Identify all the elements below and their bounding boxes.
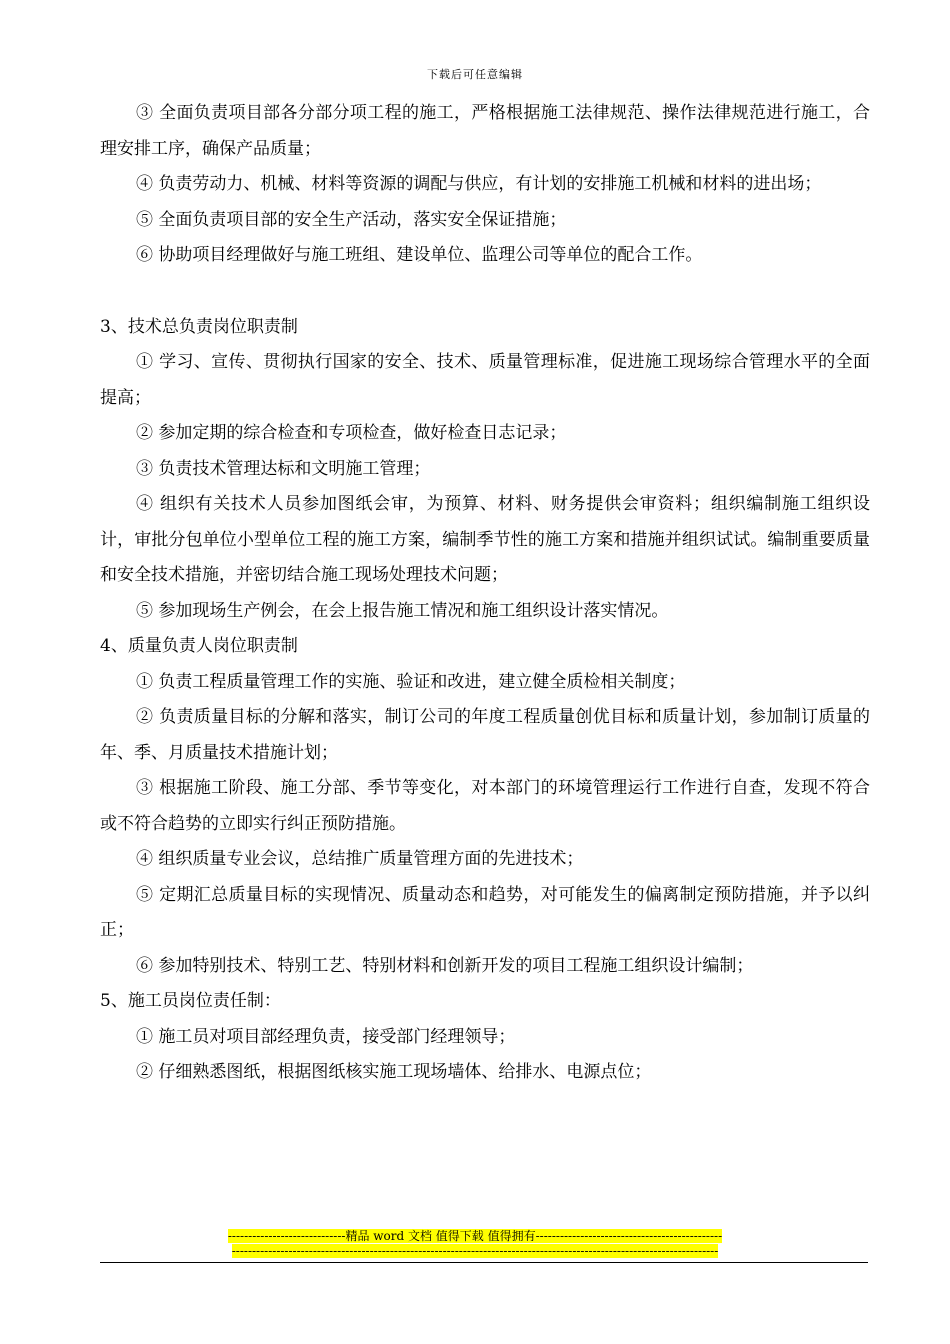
paragraph-item-2: ② 参加定期的综合检查和专项检查，做好检查日志记录；	[136, 423, 567, 443]
section-heading-technical: 3、技术总负责岗位职责制	[100, 316, 298, 337]
paragraph-item-1: ① 施工员对项目部经理负责，接受部门经理领导；	[136, 1026, 516, 1047]
page-header-note: 下载后可任意编辑	[427, 68, 523, 81]
paragraph-item-4: ④ 组织质量专业会议，总结推广质量管理方面的先进技术；	[136, 849, 584, 869]
paragraph-item-4: ④ 负责劳动力、机械、材料等资源的调配与供应，有计划的安排施工机械和材料的进出场；	[136, 174, 822, 194]
footer-divider	[100, 1262, 868, 1263]
footer-banner	[0, 1229, 950, 1243]
footer-banner-text: -----------------------------精品 word 文档 值得下载 值得拥有----------------------------------------------	[227, 1229, 723, 1243]
document-body	[100, 96, 870, 1091]
paragraph-item-2: ② 仔细熟悉图纸，根据图纸核实施工现场墙体、给排水、电源点位；	[136, 1062, 652, 1082]
paragraph-item-5: ⑤ 定期汇总质量目标的实现情况、质量动态和趋势，对可能发生的偏离制定预防措施，并予以纠正；	[100, 884, 870, 940]
footer-banner-dash-text: ------------------------------------------------------------------------------------------------------------------------	[231, 1244, 719, 1258]
section-heading-construction: 5、施工员岗位责任制：	[100, 991, 281, 1011]
section-spacer	[100, 274, 870, 310]
paragraph-item-1: ① 负责工程质量管理工作的实施、验证和改进，建立健全质检相关制度；	[136, 671, 686, 692]
footer-banner-dashes	[0, 1244, 950, 1258]
paragraph-item-3: ③ 根据施工阶段、施工分部、季节等变化，对本部门的环境管理运行工作进行自查，发现不符合或不符合趋势的立即实行纠正预防措施。	[100, 778, 870, 834]
paragraph-item-4: ④ 组织有关技术人员参加图纸会审，为预算、材料、财务提供会审资料；组织编制施工组织设计，审批分包单位小型单位工程的施工方案，编制季节性的施工方案和措施并组织试试。编制重要质量和安全技术措施，并密切结合施工现场处理技术问题；	[100, 494, 870, 585]
paragraph-item-2: ② 负责质量目标的分解和落实，制订公司的年度工程质量创优目标和质量计划，参加制订质量的年、季、月质量技术措施计划；	[100, 707, 870, 763]
paragraph-item-6: ⑥ 协助项目经理做好与施工班组、建设单位、监理公司等单位的配合工作。	[136, 245, 703, 265]
paragraph-item-5: ⑤ 全面负责项目部的安全生产活动，落实安全保证措施；	[136, 209, 567, 230]
section-heading-quality: 4、质量负责人岗位职责制	[100, 636, 298, 656]
paragraph-item-5: ⑤ 参加现场生产例会，在会上报告施工情况和施工组织设计落实情况。	[136, 600, 669, 621]
paragraph-item-3: ③ 全面负责项目部各分部分项工程的施工，严格根据施工法律规范、操作法律规范进行施工，合理安排工序，确保产品质量；	[100, 103, 870, 159]
paragraph-item-6: ⑥ 参加特别技术、特别工艺、特别材料和创新开发的项目工程施工组织设计编制；	[136, 955, 754, 976]
paragraph-item-1: ① 学习、宣传、贯彻执行国家的安全、技术、质量管理标准，促进施工现场综合管理水平的全面提高；	[100, 352, 870, 408]
paragraph-item-3: ③ 负责技术管理达标和文明施工管理；	[136, 458, 431, 479]
